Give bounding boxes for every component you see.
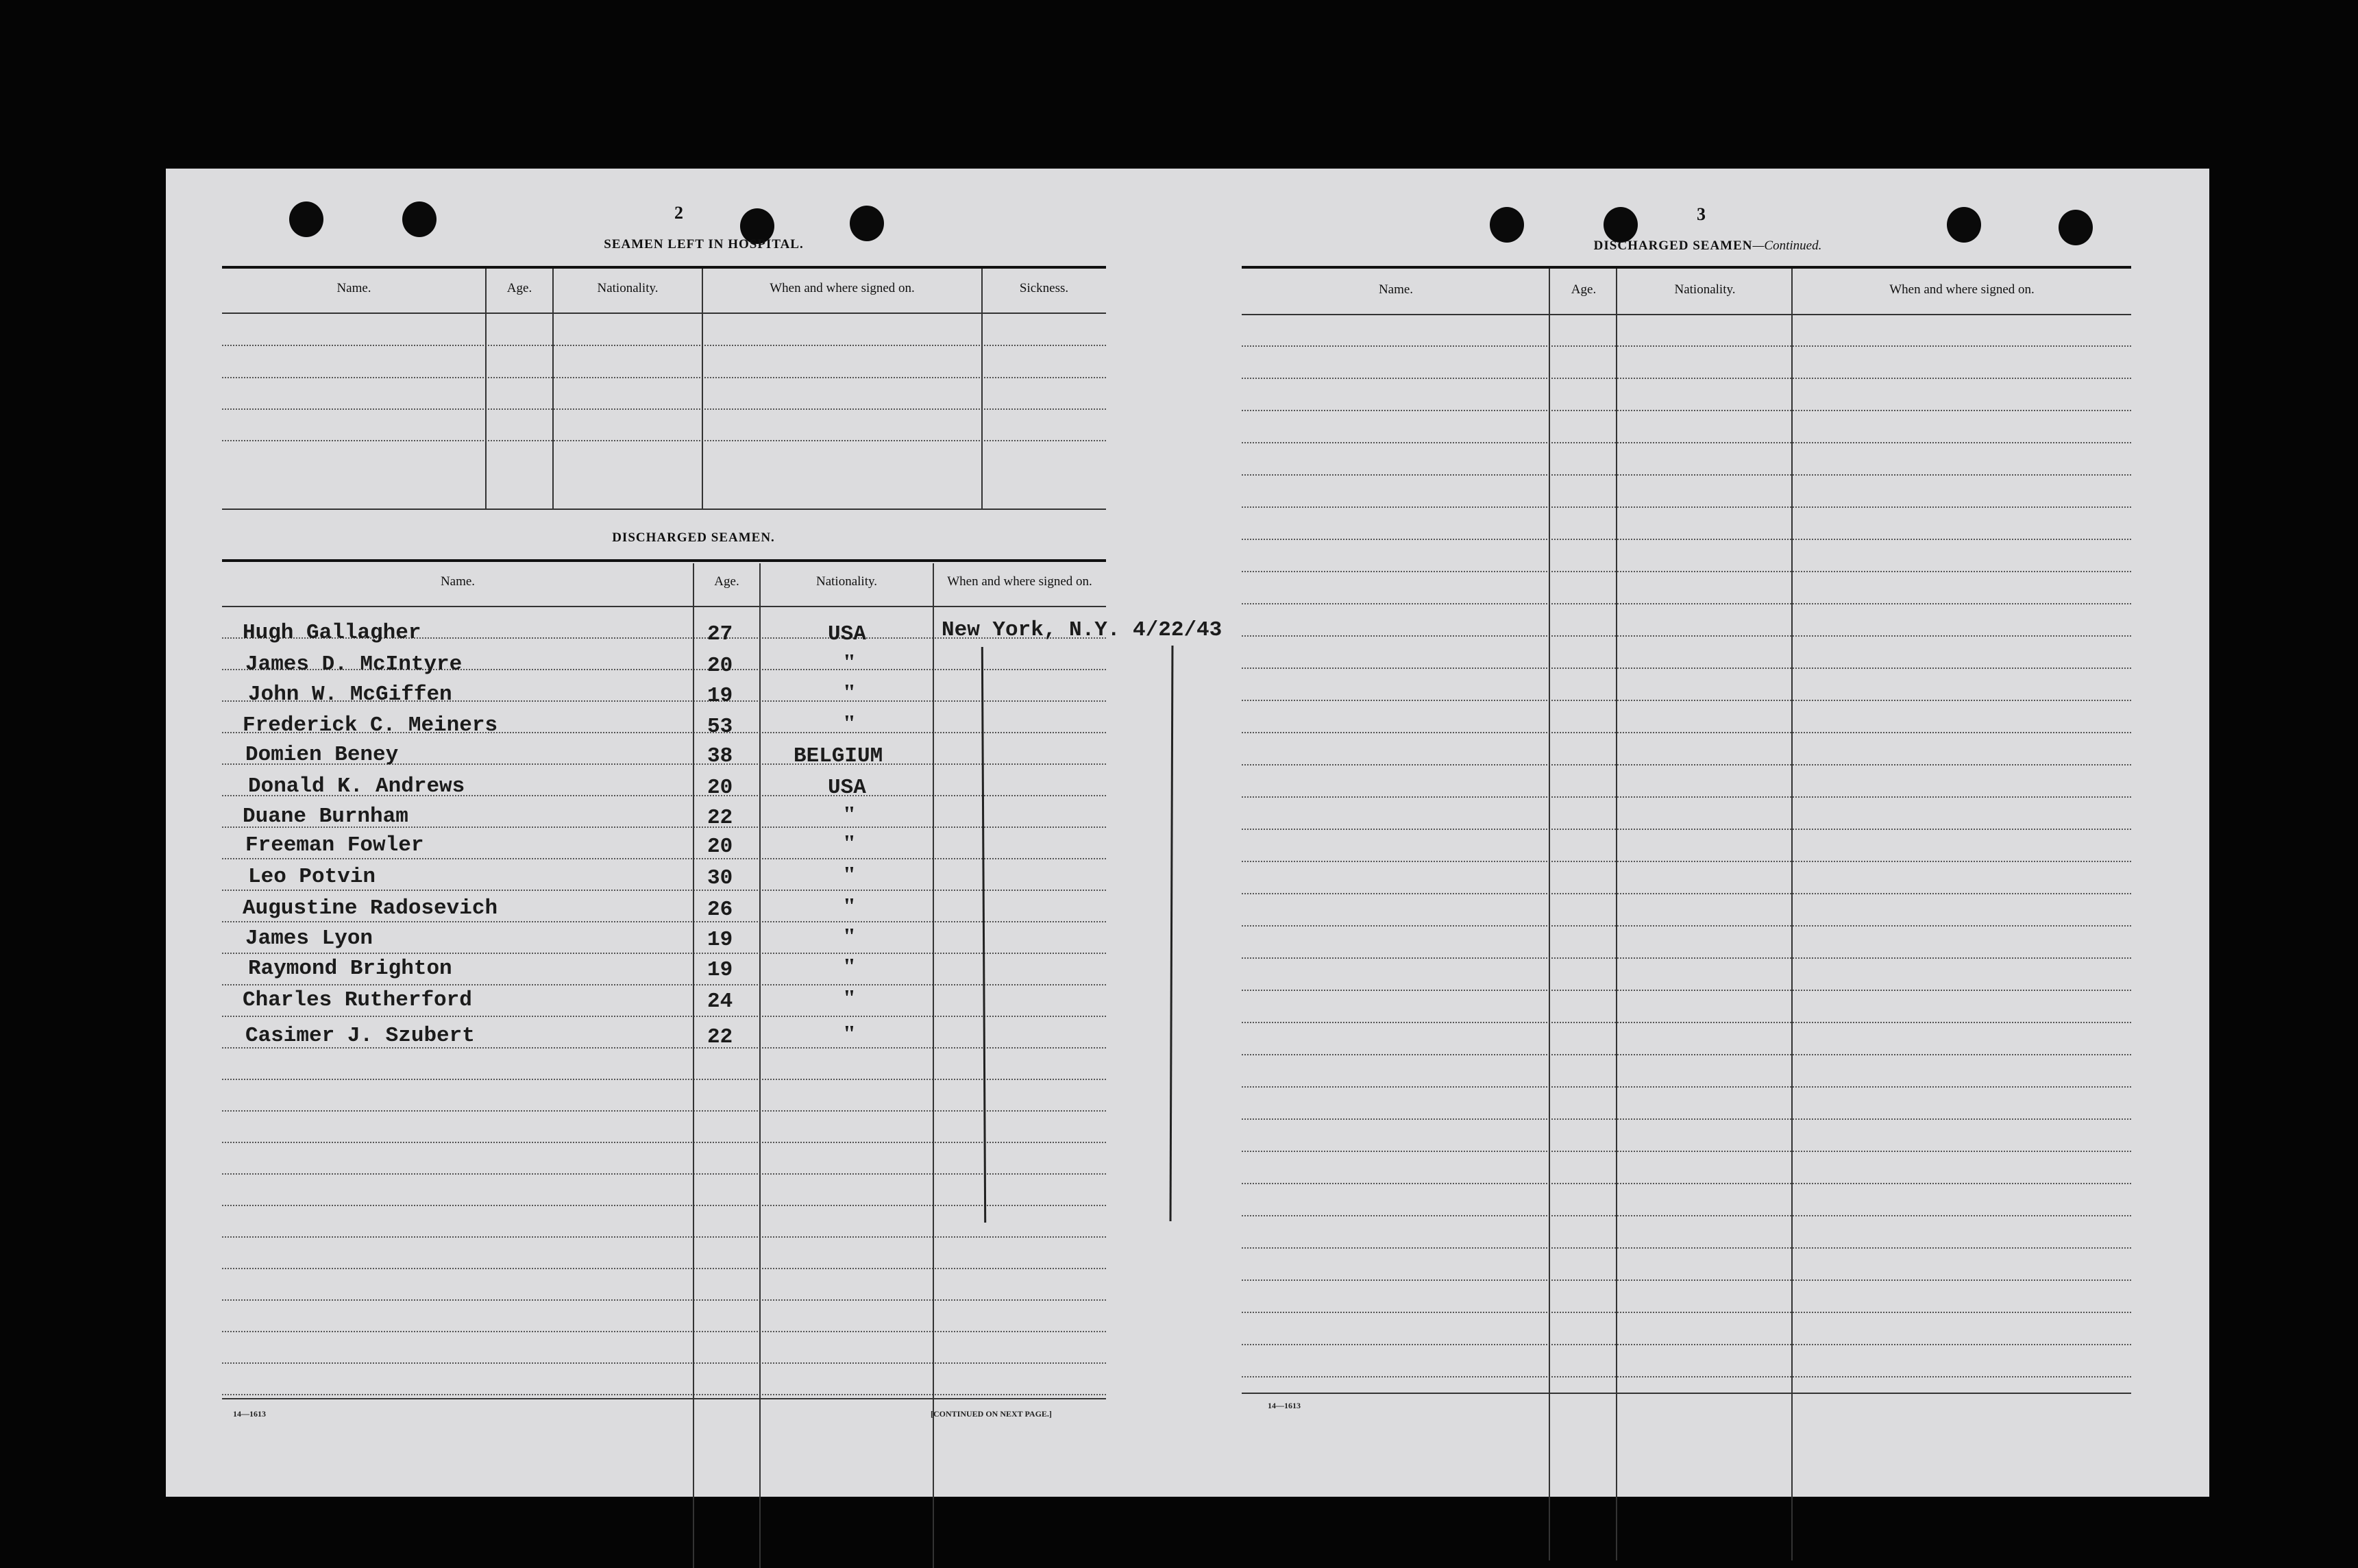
seaman-nationality: " bbox=[843, 650, 856, 675]
hospital-table-top bbox=[222, 266, 1106, 269]
seaman-age: 27 bbox=[707, 622, 733, 646]
hospital-table-bottom bbox=[222, 509, 1106, 510]
discharged-row-rule bbox=[222, 1299, 1106, 1301]
seaman-nationality: " bbox=[843, 985, 856, 1011]
seaman-age: 38 bbox=[707, 744, 733, 768]
hospital-section-title: SEAMEN LEFT IN HOSPITAL. bbox=[604, 237, 804, 252]
discharged-row-rule bbox=[222, 1331, 1106, 1332]
hospital-col-divider bbox=[485, 269, 487, 509]
right-row-rule bbox=[1242, 1247, 2131, 1249]
seaman-name: Casimer J. Szubert bbox=[245, 1024, 475, 1048]
right-row-rule bbox=[1242, 1086, 2131, 1088]
right-row-rule bbox=[1242, 990, 2131, 991]
seaman-nationality: " bbox=[843, 831, 856, 856]
discharged-row-rule bbox=[222, 984, 1106, 985]
right-row-rule bbox=[1242, 700, 2131, 701]
seaman-signed-on: New York, N.Y. 4/22/43 bbox=[942, 618, 1223, 642]
hospital-header-rule bbox=[222, 313, 1106, 314]
seaman-name: John W. McGiffen bbox=[248, 683, 452, 707]
discharged-row-rule bbox=[222, 1079, 1106, 1080]
hospital-col-sickness: Sickness. bbox=[1019, 281, 1069, 295]
right-row-rule bbox=[1242, 764, 2131, 765]
punch-hole bbox=[850, 206, 884, 241]
discharged-header-rule bbox=[222, 606, 1106, 607]
seaman-age: 20 bbox=[707, 776, 733, 800]
right-row-rule bbox=[1242, 925, 2131, 927]
right-table-top bbox=[1242, 266, 2131, 269]
right-row-rule bbox=[1242, 1344, 2131, 1345]
hospital-col-divider bbox=[981, 269, 983, 509]
punch-hole bbox=[402, 201, 437, 237]
hospital-col-divider bbox=[702, 269, 703, 509]
discharged-col-name: Name. bbox=[440, 574, 476, 589]
right-col-divider bbox=[1791, 269, 1793, 1560]
seaman-nationality: " bbox=[843, 954, 856, 979]
seaman-age: 53 bbox=[707, 715, 733, 739]
right-row-rule bbox=[1242, 474, 2131, 476]
seaman-name: Duane Burnham bbox=[243, 805, 408, 829]
punch-hole bbox=[1604, 207, 1638, 243]
continued-note: [CONTINUED ON NEXT PAGE.] bbox=[931, 1409, 1052, 1419]
discharged-row-rule bbox=[222, 1205, 1106, 1206]
form-number-left: 14—1613 bbox=[233, 1409, 266, 1419]
seaman-name: Hugh Gallagher bbox=[243, 621, 421, 645]
hospital-col-nationality: Nationality. bbox=[597, 281, 659, 295]
seaman-age: 24 bbox=[707, 990, 733, 1014]
discharged-row-rule bbox=[222, 1016, 1106, 1017]
page-number-right: 3 bbox=[1697, 204, 1706, 224]
right-header-rule bbox=[1242, 314, 2131, 315]
punch-hole bbox=[1947, 207, 1981, 243]
discharged-row-rule bbox=[222, 1268, 1106, 1269]
right-row-rule bbox=[1242, 539, 2131, 540]
right-table-bottom bbox=[1242, 1393, 2131, 1394]
discharged-col-divider bbox=[693, 563, 694, 1568]
seaman-name: Donald K. Andrews bbox=[248, 774, 465, 798]
seaman-age: 19 bbox=[707, 928, 733, 952]
seaman-nationality: USA bbox=[828, 622, 866, 646]
right-col-divider bbox=[1616, 269, 1617, 1560]
seaman-nationality: USA bbox=[828, 776, 866, 800]
right-col-divider bbox=[1549, 269, 1550, 1560]
seaman-name: Raymond Brighton bbox=[248, 957, 452, 981]
right-row-rule bbox=[1242, 732, 2131, 733]
document-sheet bbox=[166, 169, 2209, 1497]
right-row-rule bbox=[1242, 442, 2131, 443]
discharged-row-rule bbox=[222, 1110, 1106, 1112]
discharged-col-signed-on: When and where signed on. bbox=[947, 574, 1092, 589]
right-row-rule bbox=[1242, 1376, 2131, 1377]
right-row-rule bbox=[1242, 796, 2131, 798]
hospital-row-rule bbox=[222, 408, 1106, 410]
seaman-name: Charles Rutherford bbox=[243, 988, 472, 1012]
right-row-rule bbox=[1242, 1054, 2131, 1055]
seaman-name: Frederick C. Meiners bbox=[243, 713, 498, 737]
punch-hole bbox=[289, 201, 323, 237]
seaman-age: 22 bbox=[707, 1025, 733, 1049]
seaman-nationality: " bbox=[843, 924, 856, 949]
continued-title-suffix: —Continued. bbox=[1752, 238, 1822, 253]
seaman-nationality: " bbox=[843, 802, 856, 827]
hospital-row-rule bbox=[222, 377, 1106, 378]
hospital-col-signed-on: When and where signed on. bbox=[770, 281, 915, 295]
continued-title-text: DISCHARGED SEAMEN bbox=[1593, 238, 1753, 253]
hospital-col-divider bbox=[552, 269, 554, 509]
seaman-age: 20 bbox=[707, 654, 733, 678]
seaman-age: 19 bbox=[707, 684, 733, 708]
right-row-rule bbox=[1242, 1022, 2131, 1023]
discharged-col-age: Age. bbox=[714, 574, 739, 589]
seaman-nationality: " bbox=[843, 680, 856, 705]
right-col-nationality: Nationality. bbox=[1674, 282, 1736, 297]
page-number-left: 2 bbox=[674, 203, 683, 223]
right-row-rule bbox=[1242, 378, 2131, 379]
discharged-table-bottom bbox=[222, 1398, 1106, 1399]
right-row-rule bbox=[1242, 1312, 2131, 1313]
right-row-rule bbox=[1242, 957, 2131, 959]
seaman-nationality: " bbox=[843, 894, 856, 919]
seaman-name: Augustine Radosevich bbox=[243, 896, 498, 920]
seaman-name: James D. McIntyre bbox=[245, 652, 463, 676]
right-col-name: Name. bbox=[1378, 282, 1414, 297]
discharged-row-rule bbox=[222, 1362, 1106, 1364]
hospital-row-rule bbox=[222, 440, 1106, 441]
right-row-rule bbox=[1242, 1118, 2131, 1120]
right-row-rule bbox=[1242, 667, 2131, 669]
discharged-row-rule bbox=[222, 953, 1106, 954]
hospital-row-rule bbox=[222, 345, 1106, 346]
right-row-rule bbox=[1242, 1215, 2131, 1216]
seaman-age: 22 bbox=[707, 806, 733, 830]
right-row-rule bbox=[1242, 861, 2131, 862]
seaman-nationality: BELGIUM bbox=[794, 744, 883, 768]
right-row-rule bbox=[1242, 1183, 2131, 1184]
seaman-age: 26 bbox=[707, 898, 733, 922]
right-row-rule bbox=[1242, 410, 2131, 411]
discharged-col-nationality: Nationality. bbox=[816, 574, 877, 589]
discharged-row-rule bbox=[222, 921, 1106, 922]
right-row-rule bbox=[1242, 829, 2131, 830]
discharged-row-rule bbox=[222, 1394, 1106, 1395]
seaman-nationality: " bbox=[843, 862, 856, 887]
form-number-right: 14—1613 bbox=[1268, 1401, 1301, 1410]
continued-section-title bbox=[1502, 238, 1913, 254]
seaman-name: James Lyon bbox=[245, 927, 373, 951]
discharged-row-rule bbox=[222, 858, 1106, 859]
right-row-rule bbox=[1242, 345, 2131, 347]
seaman-name: Freeman Fowler bbox=[245, 833, 424, 857]
hospital-col-age: Age. bbox=[506, 281, 532, 295]
right-row-rule bbox=[1242, 1151, 2131, 1152]
discharged-row-rule bbox=[222, 1236, 1106, 1238]
discharged-table-top bbox=[222, 559, 1106, 562]
discharged-row-rule bbox=[222, 890, 1106, 891]
punch-hole bbox=[2059, 210, 2093, 245]
right-col-age: Age. bbox=[1571, 282, 1597, 297]
right-row-rule bbox=[1242, 506, 2131, 508]
discharged-section-title: DISCHARGED SEAMEN. bbox=[612, 530, 775, 545]
right-row-rule bbox=[1242, 603, 2131, 604]
punch-hole bbox=[1490, 207, 1524, 243]
discharged-row-rule bbox=[222, 1173, 1106, 1175]
hospital-col-name: Name. bbox=[336, 281, 371, 295]
seaman-age: 19 bbox=[707, 958, 733, 982]
discharged-row-rule bbox=[222, 1142, 1106, 1143]
seaman-age: 20 bbox=[707, 835, 733, 859]
right-row-rule bbox=[1242, 1279, 2131, 1281]
right-col-signed-on: When and where signed on. bbox=[1889, 282, 2035, 297]
seaman-nationality: " bbox=[843, 711, 856, 736]
right-row-rule bbox=[1242, 571, 2131, 572]
right-row-rule bbox=[1242, 893, 2131, 894]
seaman-name: Leo Potvin bbox=[248, 865, 376, 889]
seaman-name: Domien Beney bbox=[245, 743, 399, 767]
right-row-rule bbox=[1242, 635, 2131, 637]
seaman-age: 30 bbox=[707, 866, 733, 890]
ditto-pen-stroke bbox=[1170, 646, 1174, 1221]
seaman-nationality: " bbox=[843, 1021, 856, 1046]
discharged-col-divider bbox=[759, 563, 761, 1568]
